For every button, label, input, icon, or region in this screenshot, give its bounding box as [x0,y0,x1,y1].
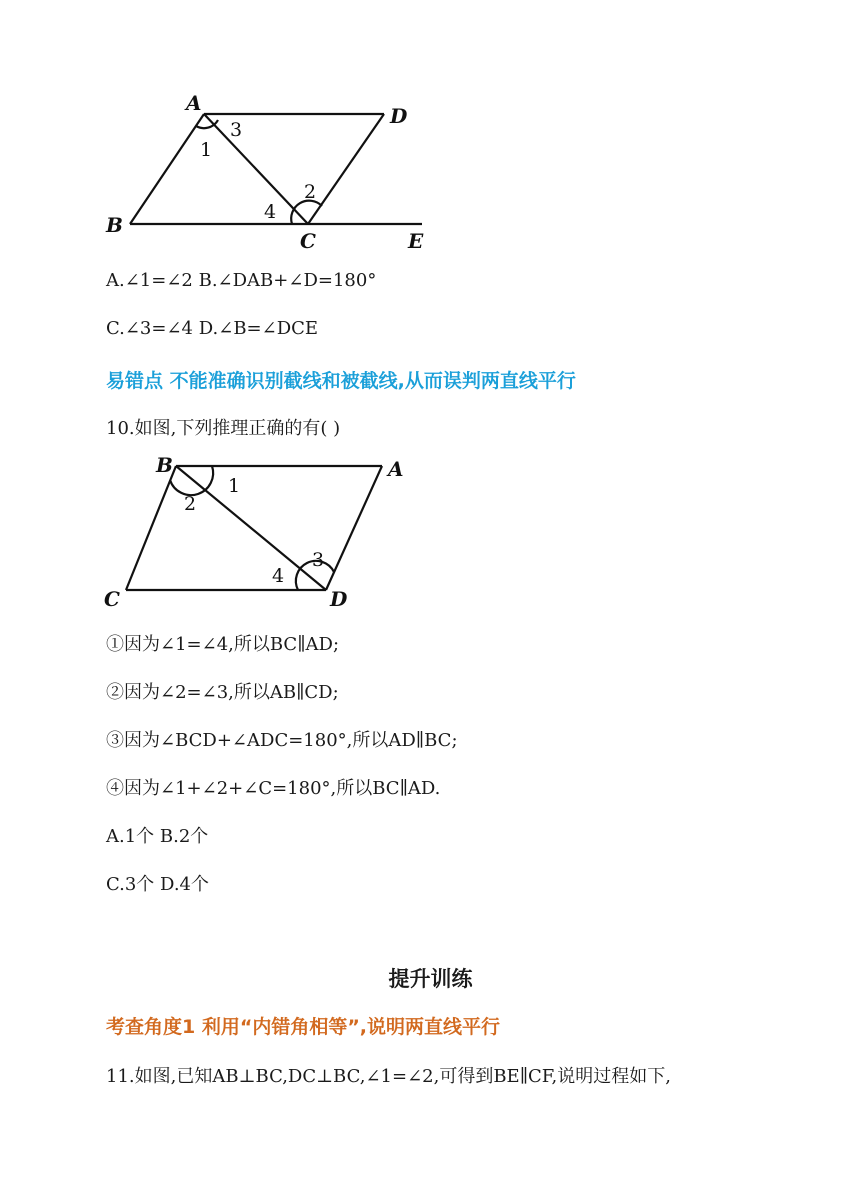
q10-options-cd: C.3个 D.4个 [106,874,209,895]
point-label-B: B [106,213,123,237]
q9-options-line-1: A.∠1=∠2 B.∠DAB+∠D=180° [106,270,377,291]
angle-heading: 考查角度1 利用“内错角相等”,说明两直线平行 [106,1016,501,1038]
point-label-B: B [156,453,173,477]
segment-AC [204,114,308,224]
figure-2-parallelogram [100,448,420,613]
point-label-C: C [104,587,120,611]
segment-BC [126,466,176,590]
angle-label-4: 4 [264,201,277,223]
point-label-A: A [388,457,404,481]
point-label-E: E [408,229,424,253]
q9-options-line-2: C.∠3=∠4 D.∠B=∠DCE [106,318,319,339]
section-title: 提升训练 [388,967,473,991]
angle-label-1: 1 [228,475,241,497]
q10-statement-2: ②因为∠2=∠3,所以AB∥CD; [106,682,339,703]
segment-DC [308,114,384,224]
point-label-C: C [300,229,316,253]
angle-label-2: 2 [304,181,317,203]
point-label-A: A [186,91,202,115]
angle-label-2: 2 [184,493,197,515]
q10-statement-1: ①因为∠1=∠4,所以BC∥AD; [106,634,340,655]
segment-AB [130,114,204,224]
q10-options-ab: A.1个 B.2个 [106,826,209,847]
figure-1-parallelogram [100,90,440,255]
point-label-D: D [390,104,408,128]
angle-label-4: 4 [272,565,285,587]
segment-BD [176,466,326,590]
q10-stem: 10.如图,下列推理正确的有( ) [106,418,341,439]
angle-label-3: 3 [312,549,325,571]
angle-label-1: 1 [200,139,213,161]
q10-statement-4: ④因为∠1+∠2+∠C=180°,所以BC∥AD. [106,778,441,799]
mistake-heading: 易错点 不能准确识别截线和被截线,从而误判两直线平行 [106,370,576,392]
point-label-D: D [330,587,348,611]
q10-statement-3: ③因为∠BCD+∠ADC=180°,所以AD∥BC; [106,730,458,751]
angle-label-3: 3 [230,119,243,141]
q11-stem: 11.如图,已知AB⊥BC,DC⊥BC,∠1=∠2,可得到BE∥CF,说明过程如下, [106,1066,671,1087]
